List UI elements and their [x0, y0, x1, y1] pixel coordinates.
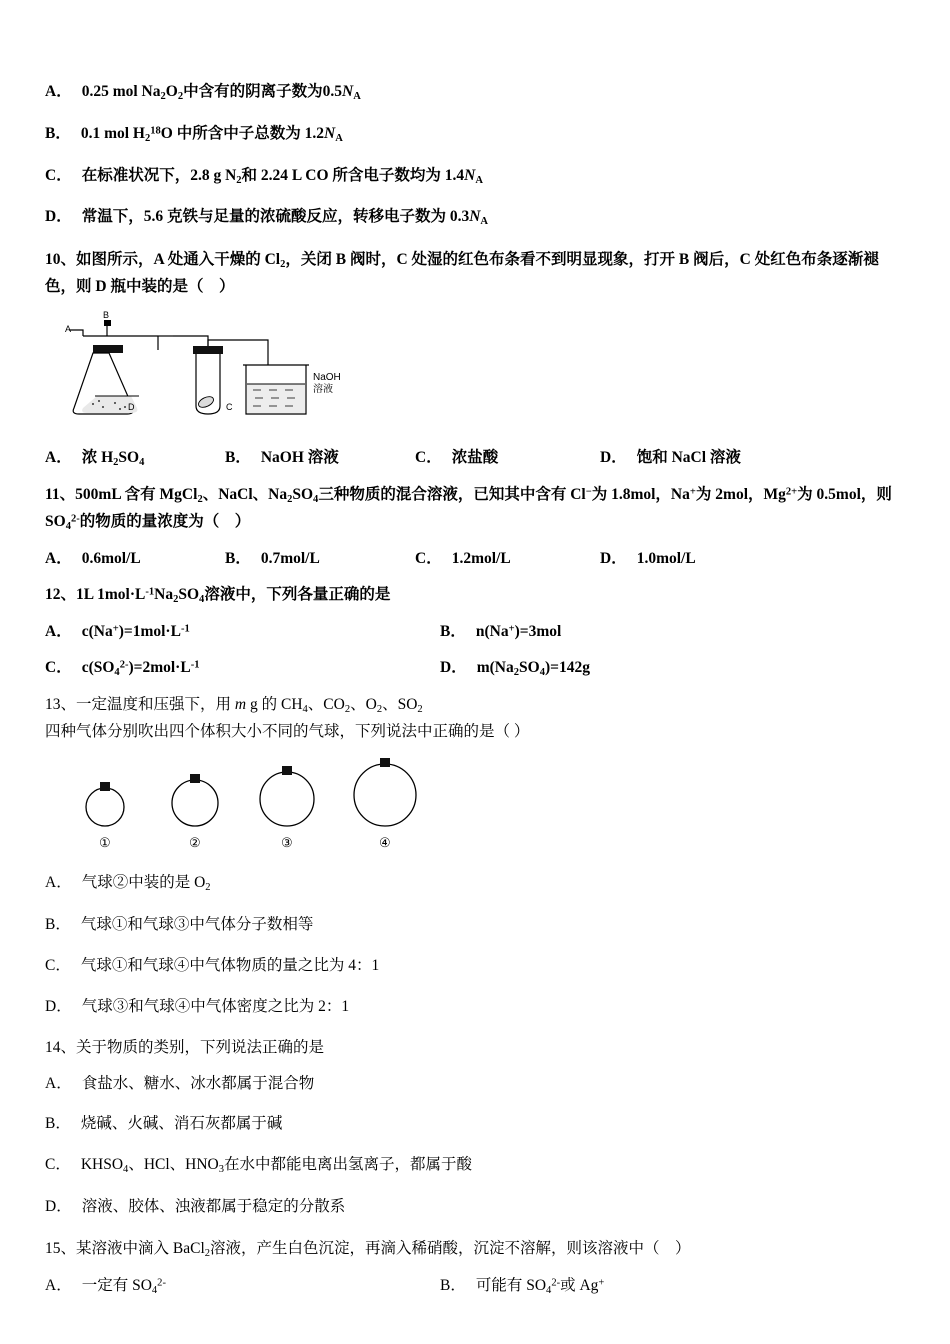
balloon-3 [260, 772, 314, 826]
question-text: 关于物质的类别，下列说法正确的是 [76, 1039, 325, 1057]
question-number: 14、 [45, 1039, 77, 1057]
question-12-stem [45, 582, 905, 609]
option-label: A． [45, 83, 72, 100]
option-row [45, 954, 905, 979]
option-a [45, 1273, 440, 1296]
question-number: 10、 [45, 251, 77, 269]
question-13-stem [45, 692, 905, 745]
option-label: A． [45, 622, 72, 640]
option-text: 1.2mol/L [451, 550, 511, 568]
balloon-1 [86, 788, 124, 826]
question-text: 如图所示，A 处通入干燥的 $Cl_2$，关闭 B 阀时，C 处湿的红色布条看不到明显现象，打开 B 阀后，C 处红色布条逐渐褪色，则 D 瓶中装的是（ ） [45, 251, 879, 296]
option-a [45, 619, 440, 641]
option-text: 气球③和气球④中气体密度之比为 2：1 [81, 997, 350, 1015]
option-row [45, 205, 905, 231]
option-text: 气球①和气球③中气体分子数相等 [80, 915, 314, 933]
option-text: 浓盐酸 [451, 449, 499, 467]
option-c [45, 655, 440, 678]
balloon-4 [354, 764, 416, 826]
label-D-text: D [128, 402, 135, 413]
label-solution-text: 溶液 [313, 384, 333, 396]
option-text: 0.7mol/L [260, 550, 320, 568]
question-number: 12、 [45, 586, 77, 604]
option-a [45, 445, 225, 468]
stopper-2 [193, 346, 223, 354]
option-d [600, 445, 741, 468]
option-label: B． [45, 124, 71, 142]
question-15-stem [45, 1236, 905, 1263]
question-9-options [45, 80, 905, 231]
question-text: 1L $1mol\cdot L^{-1}Na_2SO_4$溶液中，下列各量正确的是 [76, 586, 391, 606]
question-13-options [45, 871, 905, 1019]
question-number: 11、 [45, 486, 76, 504]
question-14-options [45, 1072, 905, 1220]
valve-b [104, 320, 111, 326]
balloon-4-neck [380, 758, 390, 767]
label-A-text: A [65, 324, 72, 335]
question-12 [45, 582, 905, 678]
option-label: C． [45, 658, 72, 676]
question-10 [45, 247, 905, 468]
balloon-2-neck [190, 774, 200, 783]
question-10-options [45, 445, 905, 468]
option-text: 常温下，5.6 克铁与足量的浓硫酸反应，转移电子数为 $0.3N_A$ [81, 208, 489, 228]
option-row [45, 122, 905, 148]
question-11-stem [45, 482, 905, 536]
option-row [45, 1112, 905, 1137]
option-label: A． [45, 550, 72, 568]
option-label: D． [45, 1198, 72, 1216]
option-text: 一定有 $SO_4^{2-}$ [81, 1276, 166, 1296]
option-text: 溶液、胶体、浊液都属于稳定的分散系 [81, 1198, 346, 1216]
option-b [225, 445, 415, 468]
figure-chlorine-apparatus [63, 310, 905, 435]
question-11-options [45, 546, 905, 568]
option-label: A． [45, 1074, 72, 1092]
question-14 [45, 1035, 905, 1220]
label-B-text: B [103, 310, 110, 321]
apparatus-svg [63, 310, 383, 430]
option-label: C． [45, 166, 72, 184]
option-label: A． [45, 1276, 72, 1294]
option-text: NaOH 溶液 [260, 449, 339, 467]
option-text: 可能有 $SO_4^{2-}$或 Ag+ [475, 1276, 605, 1296]
option-label: D． [440, 658, 467, 676]
balloon-3-label: ③ [281, 835, 293, 851]
option-label: B． [45, 1115, 71, 1133]
question-10-stem [45, 247, 905, 300]
option-text: n(Na+)=3mol [475, 622, 562, 640]
option-text: 0.6mol/L [81, 550, 141, 568]
figure-balloons [65, 755, 905, 855]
option-label: D． [600, 550, 627, 568]
question-text: 500mL 含有 MgCl$_2$、NaCl、$Na_2SO_4$三种物质的混合溶液，已知其中含有 Cl−为 1.8mol，Na+为 2mol，$Mg^{2+}$为 0.5mol，则 $SO_4^{2-}$的物质的量浓度为（ ） [45, 486, 892, 533]
question-number: 13、 [45, 695, 77, 713]
question-text: 某溶液中滴入 BaCl$_2$溶液，产生白色沉淀，再滴入稀硝酸，沉淀不溶解，则该溶液中（ ） [76, 1239, 691, 1259]
option-label: B． [45, 915, 71, 933]
option-label: B． [225, 550, 251, 568]
question-text: 一定温度和压强下，用 m g 的 $CH_4$、$CO_2$、$O_2$、$SO_2$四种气体分别吹出四个体积大小不同的气球，下列说法中正确的是（ ） [45, 695, 530, 740]
option-label: B． [440, 622, 466, 640]
option-row [45, 1153, 905, 1179]
stopper-1 [93, 345, 123, 353]
question-12-options-row2 [45, 655, 905, 678]
option-label: D． [600, 449, 627, 467]
question-number: 15、 [45, 1239, 77, 1257]
balloon-4-label: ④ [379, 835, 391, 851]
option-label: C． [45, 1156, 71, 1174]
option-text: 0.25 mol $Na_2O_2$中含有的阴离子数为$0.5N_A$ [81, 83, 361, 102]
option-label: A． [45, 874, 72, 892]
option-row [45, 995, 905, 1020]
option-label: C． [415, 550, 442, 568]
balloon-2-label: ② [189, 835, 201, 851]
balloon-2 [172, 780, 218, 826]
balloon-1-label: ① [99, 835, 111, 851]
balloon-1-neck [100, 782, 110, 791]
option-row [45, 1195, 905, 1220]
option-text: $c(Na^+)=1mol\cdot L^{-1}$ [81, 622, 190, 640]
option-text: 0.1 mol $H_2^{18}O$ 中所含中子总数为 $1.2N_A$ [80, 124, 343, 144]
question-14-stem [45, 1035, 905, 1061]
option-row [45, 913, 905, 938]
option-text: 食盐水、糖水、冰水都属于混合物 [81, 1074, 315, 1092]
option-row [45, 1072, 905, 1097]
option-label: D． [45, 997, 72, 1015]
option-text: 在标准状况下，2.8 g $N_2$和 2.24 L CO 所含电子数均为 $1.4N_A$ [81, 166, 483, 186]
option-b [440, 619, 561, 641]
option-text: 饱和 NaCl 溶液 [636, 449, 741, 467]
option-d [600, 546, 696, 568]
label-C-text: C [226, 402, 233, 413]
question-15 [45, 1236, 905, 1296]
option-text: 1.0mol/L [636, 550, 696, 568]
option-d [440, 655, 590, 678]
option-row [45, 164, 905, 190]
option-label: C． [45, 956, 71, 974]
option-text: 烧碱、火碱、消石灰都属于碱 [80, 1115, 283, 1133]
option-text: $c(SO_4^{2-})=2mol\cdot L^{-1}$ [81, 658, 200, 678]
option-text: $m(Na_2SO_4)=142g$ [476, 658, 590, 678]
question-13 [45, 692, 905, 1019]
option-b [440, 1273, 604, 1296]
option-text: 气球①和气球④中气体物质的量之比为 4：1 [80, 956, 380, 974]
option-row [45, 80, 905, 106]
option-text: 气球②中装的是 $O_2$ [81, 874, 211, 894]
option-c [415, 445, 600, 468]
label-naoh-text: NaOH [313, 372, 341, 384]
balloon-3-neck [282, 766, 292, 775]
option-text: 浓 $H_2SO_4$ [81, 449, 145, 469]
question-15-options [45, 1273, 905, 1296]
option-text: $KHSO_4$、HCl、$HNO_3$在水中都能电离出氢离子，都属于酸 [80, 1156, 473, 1176]
option-label: B． [225, 449, 251, 467]
balloons-svg [65, 755, 455, 850]
option-a [45, 546, 225, 568]
question-11 [45, 482, 905, 568]
option-c [415, 546, 600, 568]
option-label: B． [440, 1276, 466, 1294]
option-row [45, 871, 905, 897]
option-label: C． [415, 449, 442, 467]
option-label: D． [45, 208, 72, 226]
option-b [225, 546, 415, 568]
option-label: A． [45, 449, 72, 467]
question-12-options-row1 [45, 619, 905, 641]
